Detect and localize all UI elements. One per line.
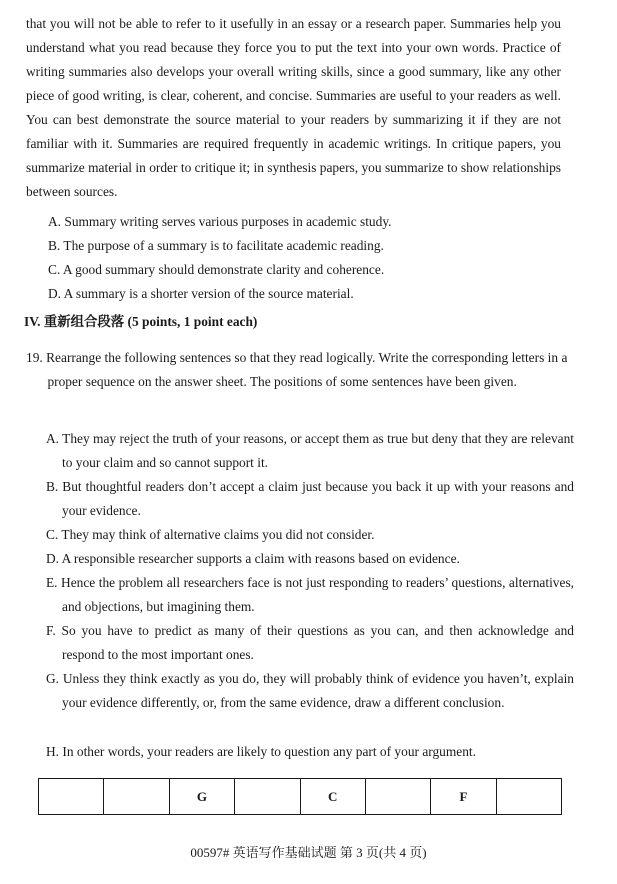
answer-cell-4[interactable] xyxy=(235,779,300,815)
sentence-g: G. Unless they think exactly as you do, they will probably think of evidence you haven’t, explain your evidence differently, or, from the same evidence, draw a different conclusion. xyxy=(46,671,574,710)
answer-row xyxy=(39,779,562,815)
option-b: B. The purpose of a summary is to facilitate academic reading. xyxy=(48,238,384,253)
option-a: A. Summary writing serves various purposes in academic study. xyxy=(48,214,392,229)
answer-cell-2[interactable] xyxy=(104,779,169,815)
sentence-d: D. A responsible researcher supports a claim with reasons based on evidence. xyxy=(46,551,460,566)
page-footer: 00597# 英语写作基础试题 第 3 页(共 4 页) xyxy=(190,845,427,860)
answer-cell-5: C xyxy=(300,779,365,815)
answer-cell-3: G xyxy=(169,779,234,815)
sentence-e: E. Hence the problem all researchers face is not just responding to readers’ questions, alternatives, and objections, but imagining them. xyxy=(46,575,574,614)
answer-cell-8[interactable] xyxy=(496,779,561,815)
answer-cell-1[interactable] xyxy=(39,779,104,815)
sentence-h: H. In other words, your readers are likely to question any part of your argument. xyxy=(46,744,476,759)
passage-text: that you will not be able to refer to it usefully in an essay or a research paper. Summaries help you understand what you read because they force you to put the text into your own words. Practice of writing summaries also develops your overall writing skills, since a good summary, like any other piece of good writing, is clear, coherent, and concise. Summaries are useful to your readers as well. You can best demonstrate the source material to your readers by summarizing it if they are not familiar with it. Summaries are required frequently in academic writings. In critique papers, you summarize material in order to critique it; in synthesis papers, you summarize to show relationships between sources. xyxy=(26,16,561,199)
question-instructions: 19. Rearrange the following sentences so that they read logically. Write the corresponding letters in a proper sequence on the answer sheet. The positions of some sentences have been given. xyxy=(26,350,568,389)
sentence-b: B. But thoughtful readers don’t accept a claim just because you back it up with your reasons and your evidence. xyxy=(46,479,574,518)
sentence-f: F. So you have to predict as many of their questions as you can, and then acknowledge and respond to the most important ones. xyxy=(46,623,574,662)
answer-cell-6[interactable] xyxy=(365,779,430,815)
sentence-a: A. They may reject the truth of your reasons, or accept them as true but deny that they are relevant to your claim and so cannot support it. xyxy=(46,431,574,470)
section-heading: IV. 重新组合段落 (5 points, 1 point each) xyxy=(24,314,258,329)
sentence-c: C. They may think of alternative claims you did not consider. xyxy=(46,527,375,542)
answer-cell-7: F xyxy=(431,779,496,815)
option-c: C. A good summary should demonstrate clarity and coherence. xyxy=(48,262,385,277)
option-d: D. A summary is a shorter version of the source material. xyxy=(48,286,354,301)
answer-grid xyxy=(38,778,562,815)
